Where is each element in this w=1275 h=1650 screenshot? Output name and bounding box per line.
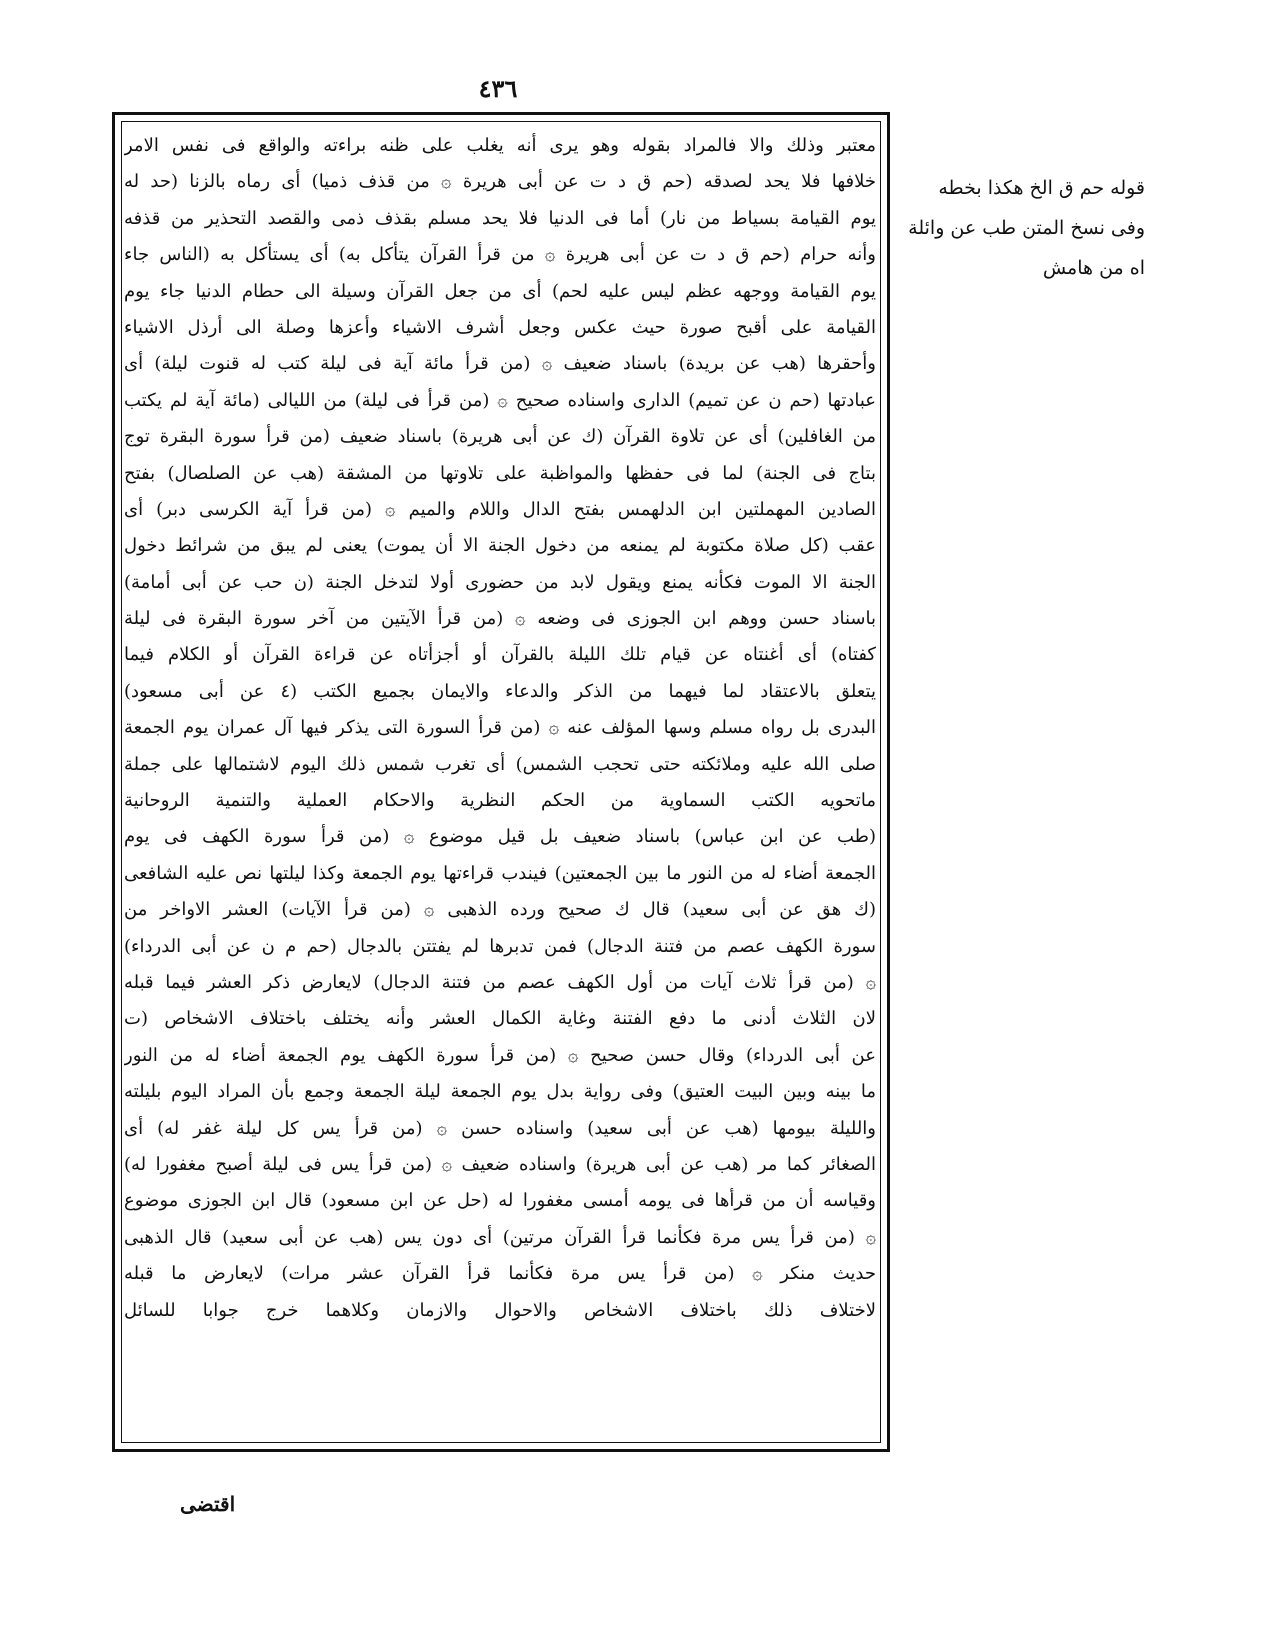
text-line: معتبر وذلك والا فالمراد بقوله وهو يرى أنه يغلب على ظنه براءته والواقع فى نفس الامر xyxy=(124,135,876,156)
text-line: ۞ (من قرأ يس مرة فكأنما قرأ القرآن مرتين) أى دون يس (هب عن أبى سعيد) قال الذهبى xyxy=(124,1226,876,1248)
text-line: لان الثلاث أدنى ما دفع الفتنة وغاية الكمال العشر وأنه يختلف باختلاف الاشخاص (ت xyxy=(124,1008,876,1030)
text-line: والليلة بيومها (هب عن أبى سعيد) واسناده حسن ۞ (من قرأ يس كل ليلة غفر له) أى xyxy=(124,1117,876,1139)
text-line: باسناد حسن ووهم ابن الجوزى فى وضعه ۞ (من قرأ الآيتين من آخر سورة البقرة فى ليلة xyxy=(124,608,876,630)
text-line xyxy=(124,1329,876,1365)
text-line xyxy=(124,1365,876,1401)
text-line: عبادتها (حم ن عن تميم) الدارى واسناده صحيح ۞ (من قرأ فى ليلة) من الليالى (مائة آية لم يكتب xyxy=(124,389,876,411)
text-line: ماتحويه الكتب السماوية من الحكم النظرية والاحكام العملية والتنمية الروحانية xyxy=(124,790,876,812)
margin-note xyxy=(905,168,1145,288)
text-line: القيامة على أقبح صورة حيث عكس وجعل أشرف الاشياء وأعزها وصلة الى أرذل الاشياء xyxy=(124,316,876,338)
text-line: وقياسه أن من قرأها فى يومه أمسى مغفورا له (حل عن ابن مسعود) قال ابن الجوزى موضوع xyxy=(124,1190,876,1212)
margin-note-line: وفى نسخ المتن طب عن وائلة xyxy=(908,217,1145,239)
text-line: البدرى بل رواه مسلم وسها المؤلف عنه ۞ (من قرأ السورة التى يذكر فيها آل عمران يوم الجمعة xyxy=(124,717,876,739)
text-line: كفتاه) أى أغنتاه عن قيام تلك الليلة بالقرآن أو أجزأتاه عن قراءة القرآن أو الكلام فيما xyxy=(124,644,876,666)
text-line: ۞ (من قرأ ثلاث آيات من أول الكهف عصم من فتنة الدجال) لايعارض ذكر العشر فيما قبله xyxy=(124,971,876,993)
catchword: اقتضى xyxy=(180,1492,236,1516)
text-line: الصغائر كما مر (هب عن أبى هريرة) واسناده ضعيف ۞ (من قرأ يس فى ليلة أصبح مغفورا له) xyxy=(124,1153,876,1175)
text-line: بتاج فى الجنة) لما فى حفظها والمواظبة على تلاوتها من المشقة (هب عن الصلصال) بفتح xyxy=(124,462,876,484)
margin-note-line: قوله حم ق الخ هكذا بخطه xyxy=(938,177,1145,199)
text-line: يوم القيامة ووجهه عظم ليس عليه لحم) أى من جعل القرآن وسيلة الى حطام الدنيا جاء يوم xyxy=(124,280,876,302)
text-line: حديث منكر ۞ (من قرأ يس مرة فكأنما قرأ القرآن عشر مرات) لايعارض ما قبله xyxy=(124,1263,876,1285)
text-line: وأنه حرام (حم ق د ت عن أبى هريرة ۞ من قرأ القرآن يتأكل به) أى يستأكل به (الناس جاء xyxy=(124,244,876,266)
text-line: عقب (كل صلاة مكتوبة لم يمنعه من دخول الجنة الا أن يموت) يعنى لم يبق من شرائط دخول xyxy=(124,535,876,557)
margin-note-line: اه من هامش xyxy=(1042,257,1145,279)
text-line: عن أبى الدرداء) وقال حسن صحيح ۞ (من قرأ سورة الكهف يوم الجمعة أضاء له من النور xyxy=(124,1044,876,1066)
main-text-block xyxy=(124,128,876,1402)
text-line: لاختلاف ذلك باختلاف الاشخاص والاحوال والازمان وكلاهما خرج جوابا للسائل xyxy=(124,1299,876,1321)
text-line: (ك هق عن أبى سعيد) قال ك صحيح ورده الذهبى ۞ (من قرأ الآيات) العشر الاواخر من xyxy=(124,899,876,921)
text-line: الجمعة أضاء له من النور ما بين الجمعتين) فيندب قراءتها يوم الجمعة وكذا ليلتها نص عليه الشافعى xyxy=(124,862,876,884)
text-line: الجنة الا الموت فكأنه يمنع ويقول لابد من حضورى أولا لتدخل الجنة (ن حب عن أبى أمامة) xyxy=(124,571,876,593)
text-line: ما بينه وبين البيت العتيق) وفى رواية بدل يوم الجمعة ليلة الجمعة وجمع بأن المراد اليوم بليلته xyxy=(124,1081,876,1103)
text-line: يتعلق بالاعتقاد لما فيهما من الذكر والدعاء والايمان بجميع الكتب (٤ عن أبى مسعود) xyxy=(124,680,876,702)
text-line: (طب عن ابن عباس) باسناد ضعيف بل قيل موضوع ۞ (من قرأ سورة الكهف فى يوم xyxy=(124,826,876,848)
text-line: وأحقرها (هب عن بريدة) باسناد ضعيف ۞ (من قرأ مائة آية فى ليلة كتب له قنوت ليلة) أى xyxy=(124,353,876,375)
page-number: ٤٣٦ xyxy=(478,74,518,103)
text-line: سورة الكهف عصم من فتنة الدجال) فمن تدبرها لم يفتتن بالدجال (حم م ن عن أبى الدرداء) xyxy=(124,935,876,957)
text-line: صلى الله عليه وملائكته حتى تحجب الشمس) أى تغرب شمس ذلك اليوم لاشتمالها على جملة xyxy=(124,753,876,775)
text-line: يوم القيامة بسياط من نار) أما فى الدنيا فلا يحد مسلم بقذف ذمى والقصد التحذير من قذفه xyxy=(124,207,876,229)
text-line: من الغافلين) أى عن تلاوة القرآن (ك عن أبى هريرة) باسناد ضعيف (من قرأ سورة البقرة توج xyxy=(124,426,876,448)
text-line: الصادين المهملتين ابن الدلهمس بفتح الدال واللام والميم ۞ (من قرأ آية الكرسى دبر) أى xyxy=(124,498,876,520)
text-line: خلافها فلا يحد لصدقه (حم ق د ت عن أبى هريرة ۞ من قذف ذميا) أى رماه بالزنا (حد له xyxy=(124,171,876,193)
